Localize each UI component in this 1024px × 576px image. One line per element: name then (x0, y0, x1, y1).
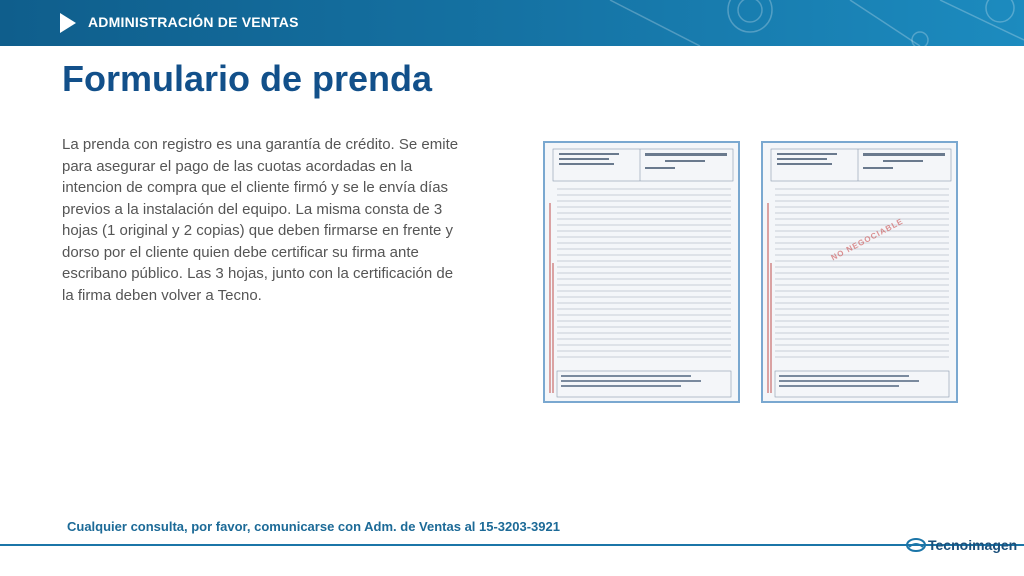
form-sheet-graphic (545, 143, 740, 403)
header-bar (0, 0, 1024, 46)
page-title: Formulario de prenda (62, 58, 433, 99)
footer-divider (0, 544, 1024, 546)
form-image-original (543, 141, 740, 403)
brand-name: Tecnoimagen (928, 537, 1018, 553)
section-label: ADMINISTRACIÓN DE VENTAS (88, 14, 299, 30)
header-decoration (520, 0, 1024, 46)
play-icon (60, 13, 76, 33)
form-image-copy (761, 141, 958, 403)
footer-contact: Cualquier consulta, por favor, comunicarse con Adm. de Ventas al 15-3203-3921 (67, 519, 560, 534)
body-paragraph: La prenda con registro es una garantía de crédito. Se emite para asegurar el pago de las cuotas acordadas en la intencion de compra que el cliente firmó y se le envía días previos a la instalación del equipo. La misma consta de 3 hojas (1 original y 2 copias) que deben firmarse en frente y dorso por el cliente quien debe certificar su firma ante escribano público. Las 3 hojas, junto con la certificación de la firma deben volver a Tecno. (62, 136, 459, 304)
tecnoimagen-logo-icon (906, 537, 926, 553)
form-sheet-graphic (763, 143, 958, 403)
no-negociable-stamp: NO NEGOCIABLE (829, 216, 905, 263)
